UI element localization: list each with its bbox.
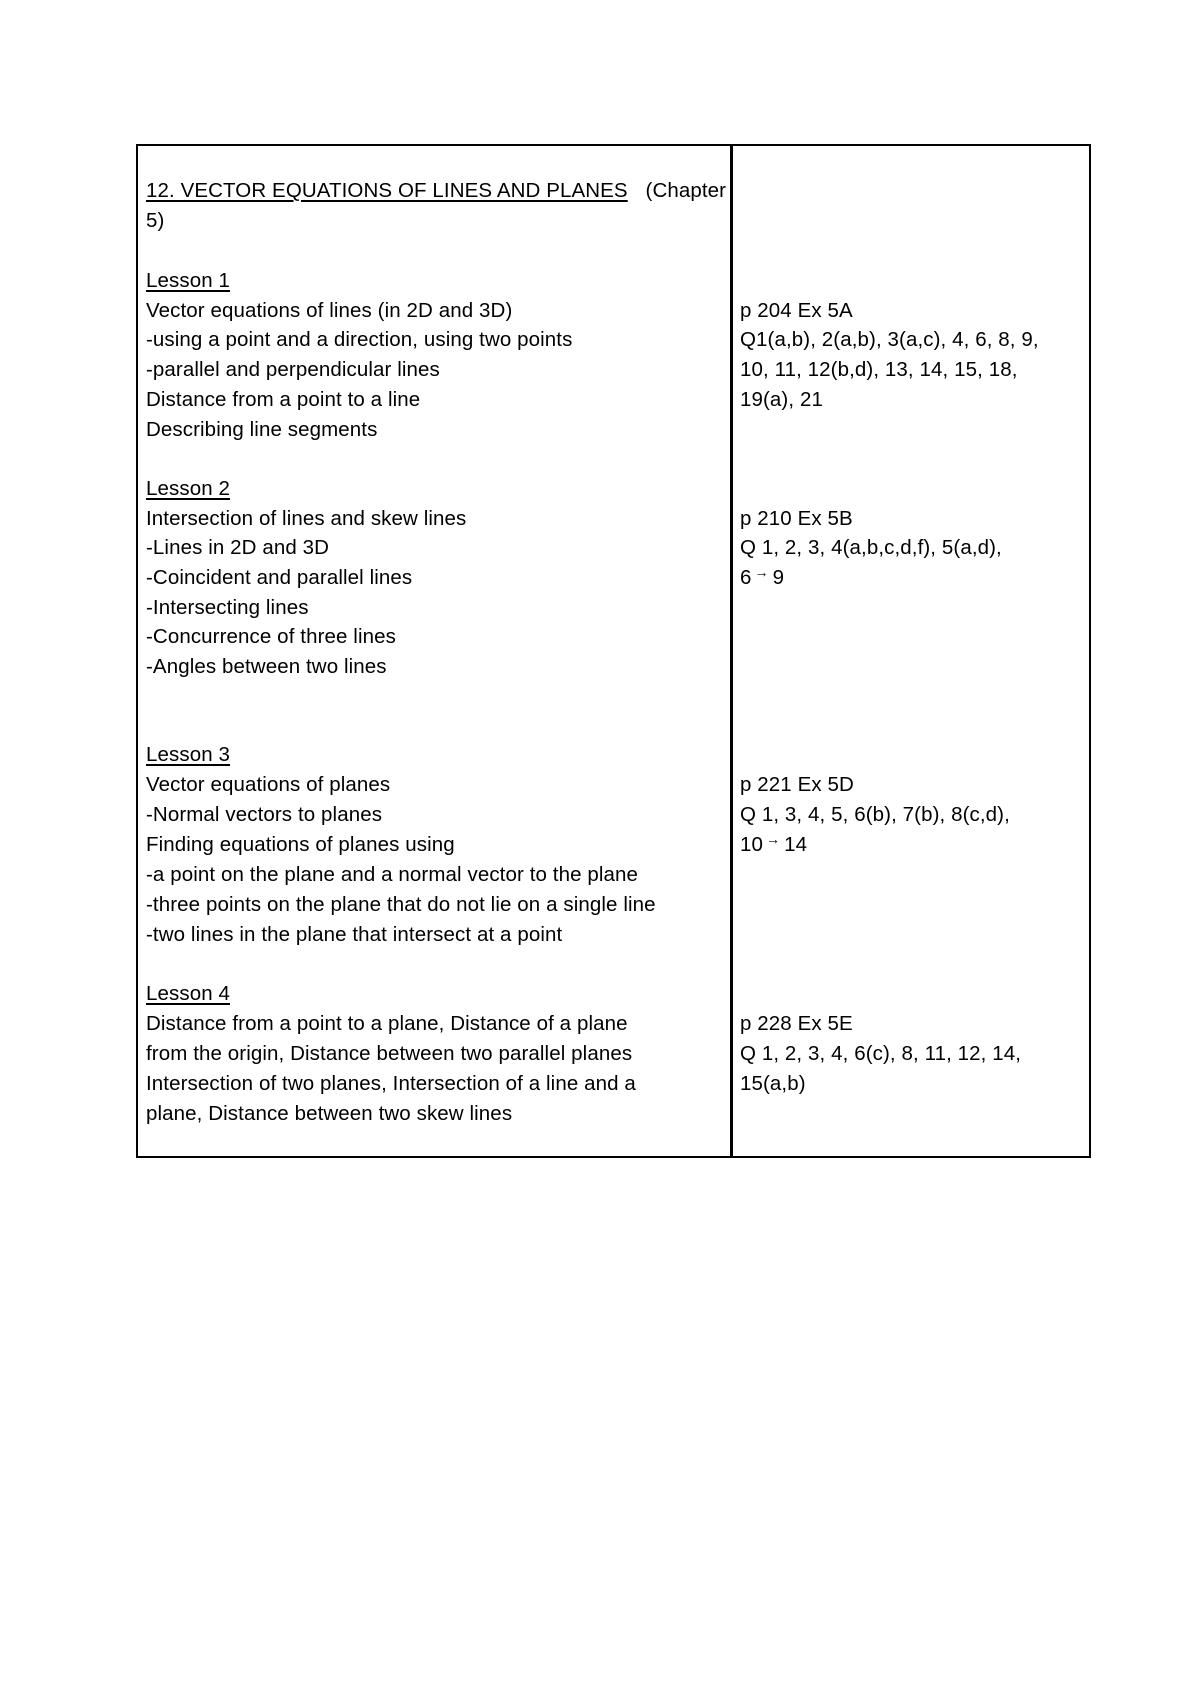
lesson-1-topic: -using a point and a direction, using two points (146, 328, 573, 351)
lesson-4-exercise: p 228 Ex 5E (740, 1012, 853, 1035)
range-end: 14 (784, 833, 808, 856)
section-title-chapter: (Chapter (645, 179, 727, 202)
lesson-2-topic: -Lines in 2D and 3D (146, 536, 330, 559)
lesson-4-topic: from the origin, Distance between two parallel planes (146, 1042, 633, 1065)
lesson-3-topic: Vector equations of planes (146, 773, 391, 796)
lesson-3-questions: Q 1, 3, 4, 5, 6(b), 7(b), 8(c,d), (740, 803, 1010, 826)
lesson-3-topic: -Normal vectors to planes (146, 803, 383, 826)
lesson-4-questions: 15(a,b) (740, 1072, 806, 1095)
lesson-1-topic: Describing line segments (146, 418, 378, 441)
lesson-1-exercise: p 204 Ex 5A (740, 299, 853, 322)
lesson-2-question-range (740, 565, 784, 592)
arrow-right-icon: → (766, 831, 781, 847)
range-start: 10 (740, 833, 764, 856)
section-title (146, 178, 726, 204)
section-title-chapter-number: 5) (146, 209, 165, 232)
lesson-2-topic: Intersection of lines and skew lines (146, 507, 467, 530)
lesson-3-question-range (740, 832, 807, 859)
syllabus-table (136, 144, 1091, 1158)
lesson-2-exercise: p 210 Ex 5B (740, 507, 853, 530)
range-start: 6 (740, 566, 752, 589)
lesson-1-topic: -parallel and perpendicular lines (146, 358, 440, 381)
lesson-1-topic: Vector equations of lines (in 2D and 3D) (146, 299, 513, 322)
lesson-2-questions: Q 1, 2, 3, 4(a,b,c,d,f), 5(a,d), (740, 536, 1002, 559)
lesson-3-exercise: p 221 Ex 5D (740, 773, 854, 796)
lesson-2-heading: Lesson 2 (146, 477, 231, 500)
lesson-3-topic: -two lines in the plane that intersect at a point (146, 923, 563, 946)
lesson-2-topic: -Coincident and parallel lines (146, 566, 413, 589)
lesson-4-heading: Lesson 4 (146, 982, 231, 1005)
lesson-4-topic: plane, Distance between two skew lines (146, 1102, 513, 1125)
lesson-3-heading: Lesson 3 (146, 743, 231, 766)
lesson-3-topic: -three points on the plane that do not lie on a single line (146, 893, 656, 916)
lesson-2-topic: -Angles between two lines (146, 655, 387, 678)
lesson-1-questions: 19(a), 21 (740, 388, 823, 411)
lesson-1-topic: Distance from a point to a line (146, 388, 421, 411)
lesson-2-topic: -Concurrence of three lines (146, 625, 396, 648)
lesson-1-questions: 10, 11, 12(b,d), 13, 14, 15, 18, (740, 358, 1018, 381)
lesson-1-heading: Lesson 1 (146, 269, 231, 292)
lesson-4-questions: Q 1, 2, 3, 4, 6(c), 8, 11, 12, 14, (740, 1042, 1022, 1065)
lesson-3-topic: Finding equations of planes using (146, 833, 455, 856)
section-title-main: 12. VECTOR EQUATIONS OF LINES AND PLANES (146, 179, 628, 202)
lesson-4-topic: Intersection of two planes, Intersection of a line and a (146, 1072, 636, 1095)
lesson-2-topic: -Intersecting lines (146, 596, 309, 619)
lesson-4-topic: Distance from a point to a plane, Distance of a plane (146, 1012, 628, 1035)
range-end: 9 (772, 566, 785, 589)
lesson-3-topic: -a point on the plane and a normal vector to the plane (146, 863, 639, 886)
column-divider (730, 144, 733, 1158)
lesson-1-questions: Q1(a,b), 2(a,b), 3(a,c), 4, 6, 8, 9, (740, 328, 1039, 351)
arrow-right-icon: → (754, 564, 769, 580)
